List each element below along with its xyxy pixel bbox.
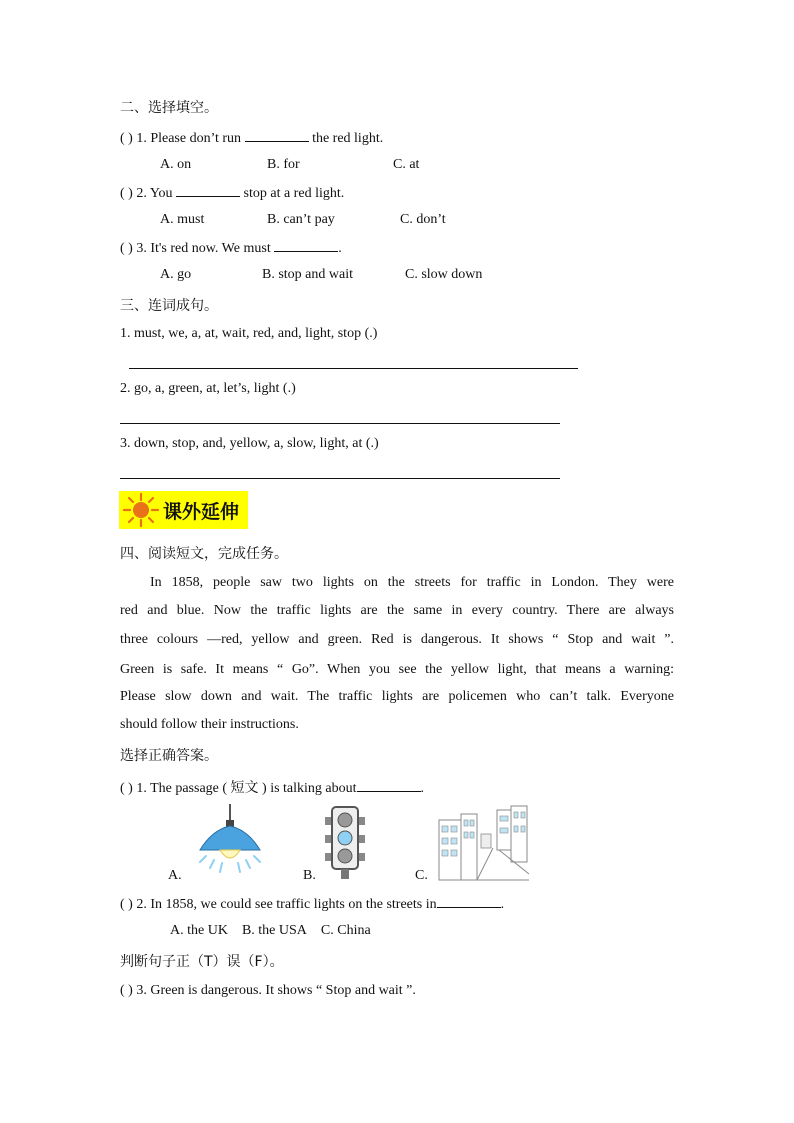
answer-paren[interactable]: ( ): [120, 186, 133, 201]
option-c: C. don’t: [400, 212, 446, 227]
passage-line: In 1858, people saw two lights on the streets for traffic in London. They were: [150, 575, 674, 590]
scramble-1: 1. must, we, a, at, wait, red, and, light, stop (.): [120, 326, 378, 341]
question-2-2: ( ) 2. You stop at a red light.: [120, 186, 345, 201]
option-b: B. for: [267, 157, 300, 172]
question-2-1: ( ) 1. Please don’t run the red light.: [120, 131, 384, 146]
section-4-title: 四、阅读短文，完成任务。: [120, 546, 288, 562]
option-a: A. go: [160, 267, 192, 282]
passage-line: three colours —red, yellow and green. Red is dangerous. It shows “ Stop and wait ”.: [120, 632, 674, 647]
fill-blank[interactable]: [176, 184, 240, 197]
question-4-3: ( ) 3. Green is dangerous. It shows “ Stop and wait ”.: [120, 983, 416, 998]
option-a: A. the UK B. the USA C. China: [170, 923, 371, 938]
option-b: B. can’t pay: [267, 212, 335, 227]
passage-line: Please slow down and wait. The traffic lights are policemen who can’t talk. Everyone: [120, 689, 674, 704]
answer-line[interactable]: [120, 478, 560, 479]
subheading-choose: 选择正确答案。: [120, 748, 218, 764]
option-c: C. at: [393, 157, 420, 172]
section-3-title: 三、连词成句。: [120, 298, 218, 314]
traffic-light-icon[interactable]: [323, 805, 367, 879]
picture-label-c: C.: [415, 868, 428, 883]
passage-line: should follow their instructions.: [120, 717, 299, 732]
passage-line: red and blue. Now the traffic lights are the same in every country. There are always: [120, 603, 674, 618]
option-a: A. on: [160, 157, 192, 172]
passage-line: Green is safe. It means “ Go”. When you see the yellow light, that means a warning:: [120, 662, 674, 677]
answer-paren[interactable]: ( ): [120, 131, 133, 146]
fill-blank[interactable]: [357, 779, 421, 792]
option-b: B. stop and wait: [262, 267, 353, 282]
fill-blank[interactable]: [245, 129, 309, 142]
option-a: A. must: [160, 212, 205, 227]
fill-blank[interactable]: [274, 239, 338, 252]
picture-label-b: B.: [303, 868, 316, 883]
option-c: C. slow down: [405, 267, 483, 282]
subheading-true-false: 判断句子正（T）误（F）。: [120, 954, 284, 970]
street-icon[interactable]: [437, 804, 531, 882]
answer-paren[interactable]: ( ): [120, 983, 133, 998]
lamp-icon[interactable]: [192, 804, 268, 876]
banner-label: 课外延伸: [163, 501, 240, 523]
answer-paren[interactable]: ( ): [120, 897, 133, 912]
extension-banner: [119, 491, 248, 529]
answer-line[interactable]: [120, 423, 560, 424]
answer-line[interactable]: [129, 368, 578, 369]
question-2-3: ( ) 3. It's red now. We must .: [120, 241, 342, 256]
question-4-2: ( ) 2. In 1858, we could see traffic lights on the streets in .: [120, 897, 505, 912]
section-2-title: 二、选择填空。: [120, 100, 218, 116]
question-4-1: ( ) 1. The passage ( 短文 ) is talking about .: [120, 781, 425, 796]
picture-label-a: A.: [168, 868, 182, 883]
answer-paren[interactable]: ( ): [120, 781, 133, 796]
answer-paren[interactable]: ( ): [120, 241, 133, 256]
fill-blank[interactable]: [437, 895, 501, 908]
scramble-3: 3. down, stop, and, yellow, a, slow, light, at (.): [120, 436, 379, 451]
sun-icon: [121, 491, 161, 529]
scramble-2: 2. go, a, green, at, let’s, light (.): [120, 381, 296, 396]
